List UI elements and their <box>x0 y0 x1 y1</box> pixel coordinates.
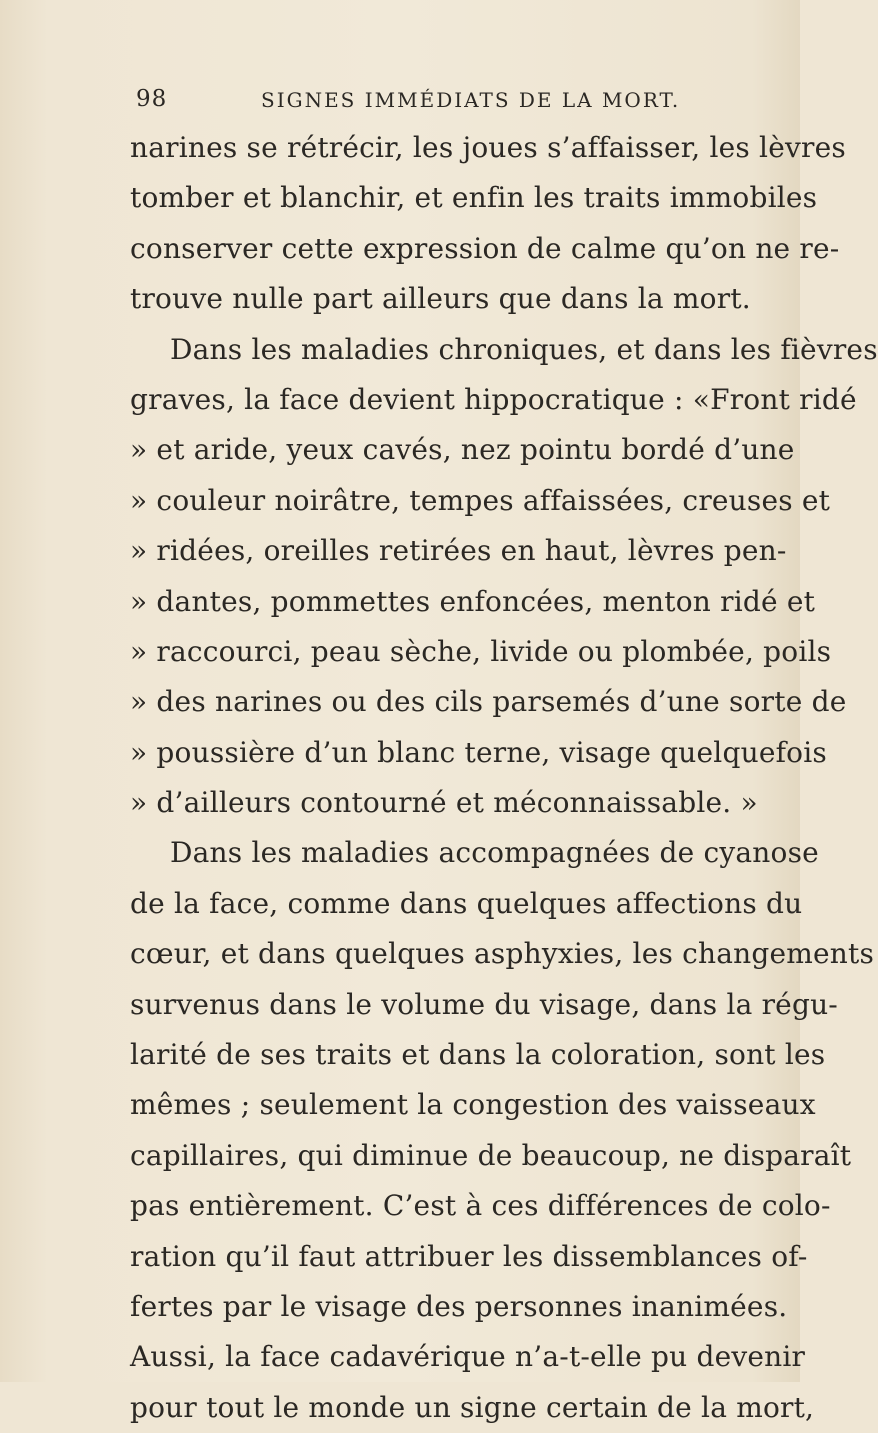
text-line: conserver cette expression de calme qu’on ne re- <box>130 231 840 265</box>
text-line: larité de ses traits et dans la coloration, sont les <box>130 1038 826 1072</box>
text-line: pas entièrement. C’est à ces différences de colo- <box>130 1189 831 1223</box>
body-text <box>130 123 878 1433</box>
text-line: Dans les maladies chroniques, et dans les fièvres <box>170 332 878 366</box>
text-line: » des narines ou des cils parsemés d’une sorte de <box>130 685 847 719</box>
text-line: » couleur noirâtre, tempes affaissées, creuses et <box>130 483 831 517</box>
text-line: » d’ailleurs contourné et méconnaissable. » <box>130 786 758 820</box>
text-line: pour tout le monde un signe certain de la mort, <box>130 1390 815 1424</box>
text-line: ration qu’il faut attribuer les dissemblances of- <box>130 1239 808 1273</box>
text-line: survenus dans le volume du visage, dans la régu- <box>130 987 838 1021</box>
text-line: » raccourci, peau sèche, livide ou plombée, poils <box>130 634 832 668</box>
text-line: capillaires, qui diminue de beaucoup, ne disparaît <box>130 1138 852 1172</box>
running-head: SIGNES IMMÉDIATS DE LA MORT. <box>261 88 681 112</box>
text-line: de la face, comme dans quelques affections du <box>130 886 803 920</box>
text-line: cœur, et dans quelques asphyxies, les changements <box>130 937 875 971</box>
page-header <box>136 86 736 122</box>
text-line: trouve nulle part ailleurs que dans la mort. <box>130 282 751 316</box>
text-line: tomber et blanchir, et enfin les traits immobiles <box>130 181 818 215</box>
text-line: » poussière d’un blanc terne, visage quelquefois <box>130 735 827 769</box>
text-line: » ridées, oreilles retirées en haut, lèvres pen- <box>130 534 787 568</box>
text-line: » et aride, yeux cavés, nez pointu bordé d’une <box>130 433 795 467</box>
text-line: narines se rétrécir, les joues s’affaisser, les lèvres <box>130 131 846 164</box>
text-line: Aussi, la face cadavérique n’a-t-elle pu devenir <box>130 1340 806 1374</box>
text-line: fertes par le visage des personnes inanimées. <box>130 1289 788 1323</box>
page-number: 98 <box>136 86 168 112</box>
text-line: » dantes, pommettes enfoncées, menton ridé et <box>130 584 816 618</box>
text-line: mêmes ; seulement la congestion des vaisseaux <box>130 1088 816 1122</box>
text-line: Dans les maladies accompagnées de cyanose <box>170 836 819 870</box>
text-line: graves, la face devient hippocratique : «Front ridé <box>130 382 857 416</box>
